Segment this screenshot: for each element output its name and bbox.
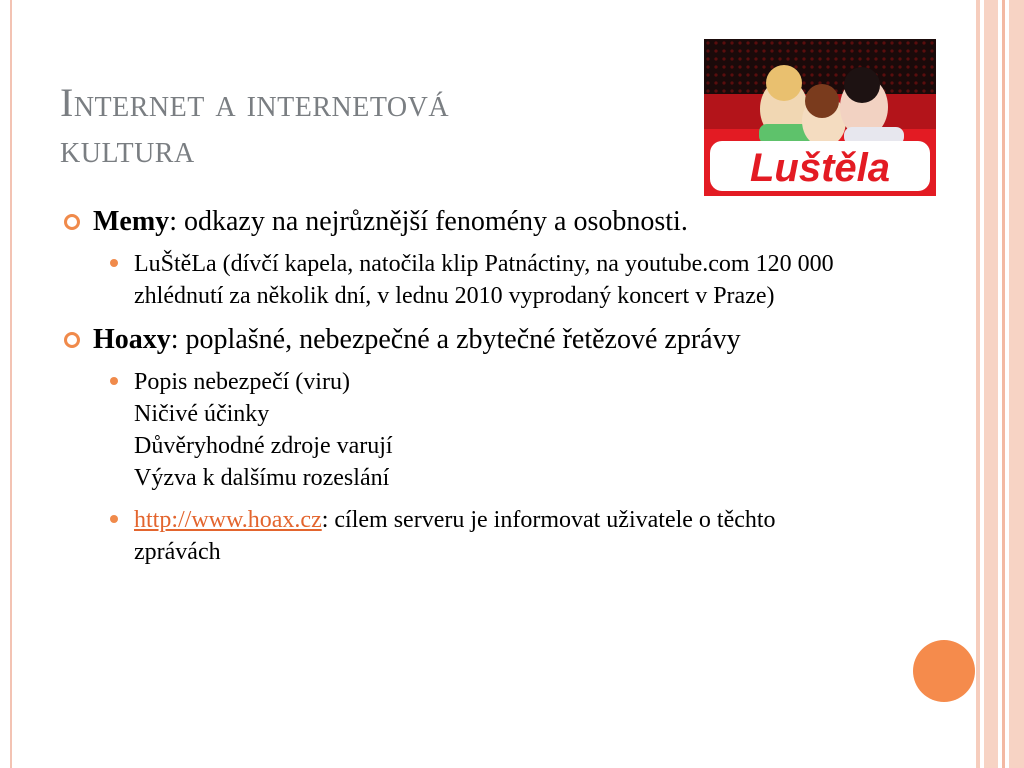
bullet-dot-icon (110, 377, 118, 385)
slide-title (60, 80, 660, 172)
photo-logo-text: Luštěla (749, 146, 891, 190)
slide-content (64, 204, 864, 578)
sub-bullet-text: LuŠtěLa (dívčí kapela, natočila klip Patnáctiny, na youtube.com 120 000 zhlédnutí za několik dní, v lednu 2010 vyprodaný koncert v Praze) (134, 251, 834, 309)
right-decor-stripes (976, 0, 1024, 768)
bullet-memy (64, 204, 864, 240)
bullet-text: : poplašné, nebezpečné a zbytečné řetězové zprávy (170, 324, 741, 355)
bullet-hoaxy (64, 322, 864, 358)
decor-stripe (1002, 0, 1005, 768)
slide-title-line1: Internet a internetová (60, 80, 450, 125)
decor-stripe (984, 0, 998, 768)
decor-orange-circle (913, 640, 975, 702)
decor-stripe (976, 0, 980, 768)
bullet-term: Hoaxy (93, 324, 171, 355)
bullet-circle-icon (64, 214, 80, 230)
sub-bullet-text: : cílem serveru je informovat uživatele o těchto zprávách (134, 507, 776, 565)
bullet-circle-icon (64, 332, 80, 348)
sub-bullet-line: Výzva k dalšímu rozeslání (134, 465, 390, 491)
sub-bullet-line: Popis nebezpečí (viru) (134, 369, 350, 395)
decor-stripe (1009, 0, 1024, 768)
girl-band-photo (704, 39, 936, 196)
sub-bullet-hoax-link (64, 504, 864, 568)
bullet-dot-icon (110, 515, 118, 523)
sub-bullet-hoax-signs (64, 366, 864, 494)
bullet-text: : odkazy na nejrůznější fenomény a osobnosti. (169, 206, 688, 237)
slide-title-line2: kultura (60, 126, 195, 171)
girl-band-photo-icon (704, 39, 936, 196)
sub-bullet-line: Důvěryhodné zdroje varují (134, 433, 393, 459)
hoax-website-link[interactable]: http://www.hoax.cz (134, 507, 322, 533)
sub-bullet-line: Ničivé účinky (134, 401, 270, 427)
sub-bullet-lustela (64, 248, 864, 312)
bullet-dot-icon (110, 259, 118, 267)
left-decor-line (10, 0, 12, 768)
bullet-term: Memy (93, 206, 170, 237)
